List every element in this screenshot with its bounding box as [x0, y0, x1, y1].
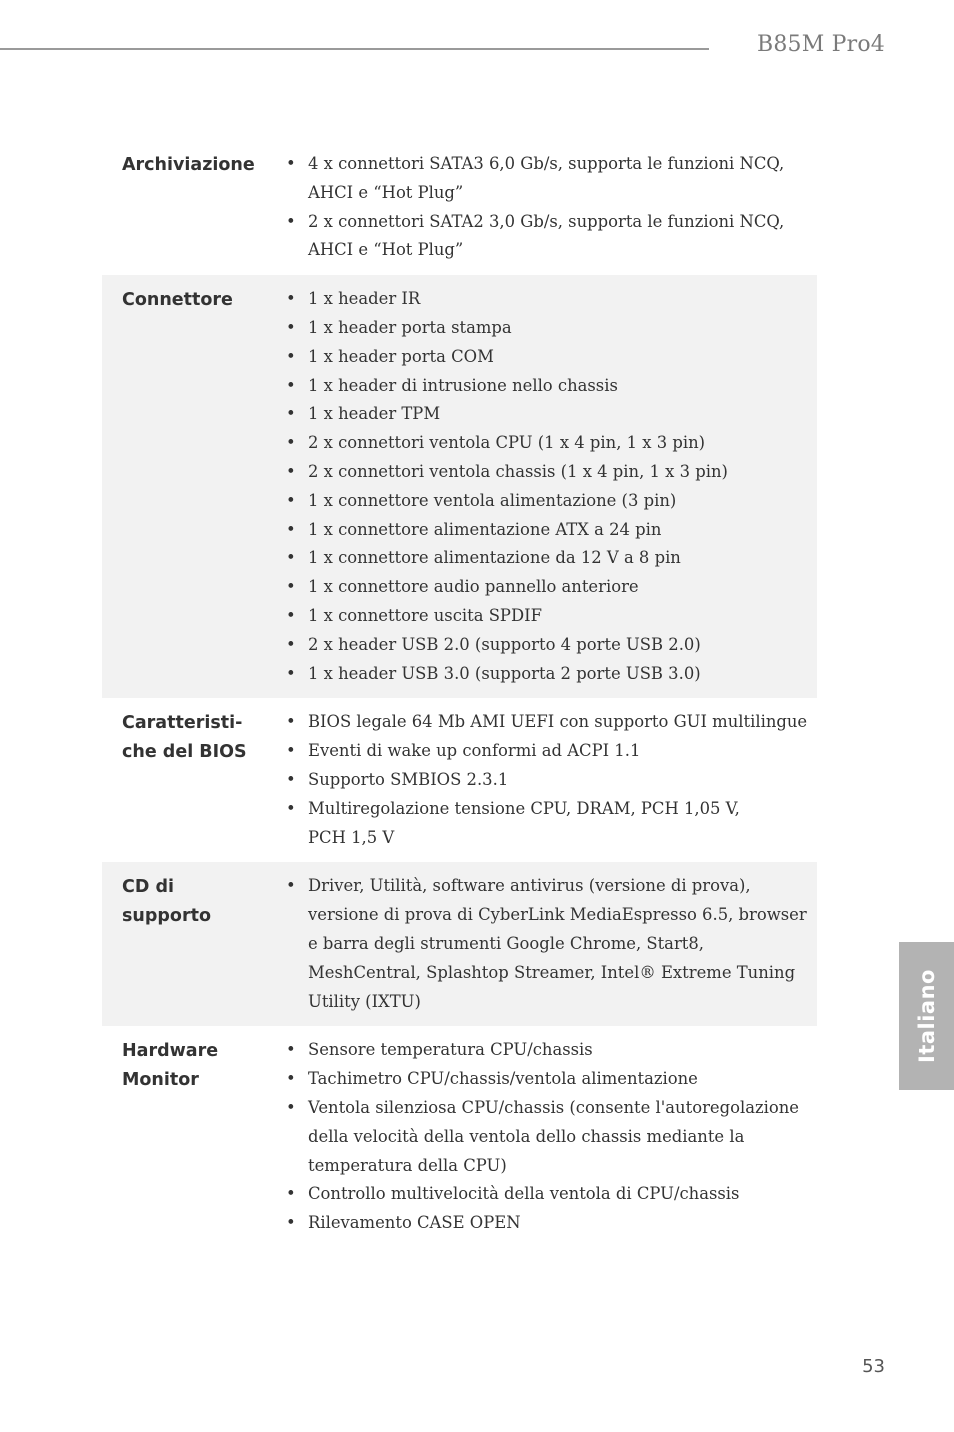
spec-item: • 2 x connettori SATA2 3,0 Gb/s, supporta le funzioni NCQ, AHCI e “Hot Plug”	[285, 208, 817, 266]
spec-list	[285, 150, 817, 265]
spec-item: • 1 x header di intrusione nello chassis	[285, 372, 817, 401]
header-rule	[0, 48, 709, 50]
spec-row-archiviazione	[102, 140, 817, 275]
spec-item: • 2 x connettori ventola CPU (1 x 4 pin, 1 x 3 pin)	[285, 429, 817, 458]
spec-item: • 1 x header porta COM	[285, 343, 817, 372]
spec-item: • 1 x connettore ventola alimentazione (3 pin)	[285, 487, 817, 516]
spec-item: • 2 x header USB 2.0 (supporto 4 porte USB 2.0)	[285, 631, 817, 660]
spec-list	[285, 872, 817, 1016]
spec-row-bios	[102, 698, 817, 862]
spec-row-hardware-monitor	[102, 1026, 817, 1248]
language-tab-label: Italiano	[914, 969, 939, 1063]
spec-item: • Supporto SMBIOS 2.3.1	[285, 766, 817, 795]
spec-item: • Controllo multivelocità della ventola di CPU/chassis	[285, 1180, 817, 1209]
spec-table	[102, 140, 817, 1248]
page-number: 53	[862, 1356, 885, 1377]
spec-item: • 1 x connettore alimentazione da 12 V a 8 pin	[285, 544, 817, 573]
spec-item: • Eventi di wake up conformi ad ACPI 1.1	[285, 737, 817, 766]
spec-list	[285, 708, 817, 852]
spec-item: • 1 x header TPM	[285, 400, 817, 429]
spec-item: • Sensore temperatura CPU/chassis	[285, 1036, 817, 1065]
spec-list	[285, 285, 817, 688]
spec-item: • 1 x header USB 3.0 (supporta 2 porte USB 3.0)	[285, 660, 817, 689]
spec-label: Caratteristi- che del BIOS	[122, 713, 247, 763]
spec-label: Connettore	[122, 290, 233, 311]
spec-label: Hardware Monitor	[122, 1041, 219, 1091]
spec-item: • Driver, Utilità, software antivirus (versione di prova), versione di prova di CyberLink MediaEspresso 6.5, browser e barra degli strumenti Google Chrome, Start8, MeshCentral, Splashtop Streamer, Intel® Extreme Tuning Utility (IXTU)	[285, 872, 817, 1016]
language-tab	[899, 942, 954, 1090]
spec-item: • 1 x header IR	[285, 285, 817, 314]
spec-label: Archiviazione	[122, 155, 255, 175]
spec-item: • 4 x connettori SATA3 6,0 Gb/s, supporta le funzioni NCQ, AHCI e “Hot Plug”	[285, 150, 817, 208]
spec-item: • BIOS legale 64 Mb AMI UEFI con supporto GUI multilingue	[285, 708, 817, 737]
spec-item: • 2 x connettori ventola chassis (1 x 4 pin, 1 x 3 pin)	[285, 458, 817, 487]
spec-row-connettore	[102, 275, 817, 698]
spec-item: • Multiregolazione tensione CPU, DRAM, PCH 1,05 V, PCH 1,5 V	[285, 795, 817, 853]
spec-item: • 1 x header porta stampa	[285, 314, 817, 343]
spec-list	[285, 1036, 817, 1238]
spec-item: • Tachimetro CPU/chassis/ventola alimentazione	[285, 1065, 817, 1094]
spec-item: • Rilevamento CASE OPEN	[285, 1209, 817, 1238]
spec-label: CD di supporto	[122, 877, 211, 927]
spec-item: • 1 x connettore alimentazione ATX a 24 pin	[285, 516, 817, 545]
spec-item: • 1 x connettore audio pannello anteriore	[285, 573, 817, 602]
spec-row-cd-supporto	[102, 862, 817, 1026]
spec-item: • 1 x connettore uscita SPDIF	[285, 602, 817, 631]
spec-item: • Ventola silenziosa CPU/chassis (consente l'autoregolazione della velocità della ventola dello chassis mediante la temperatura della CPU)	[285, 1094, 817, 1180]
model-title: B85M Pro4	[756, 32, 885, 57]
